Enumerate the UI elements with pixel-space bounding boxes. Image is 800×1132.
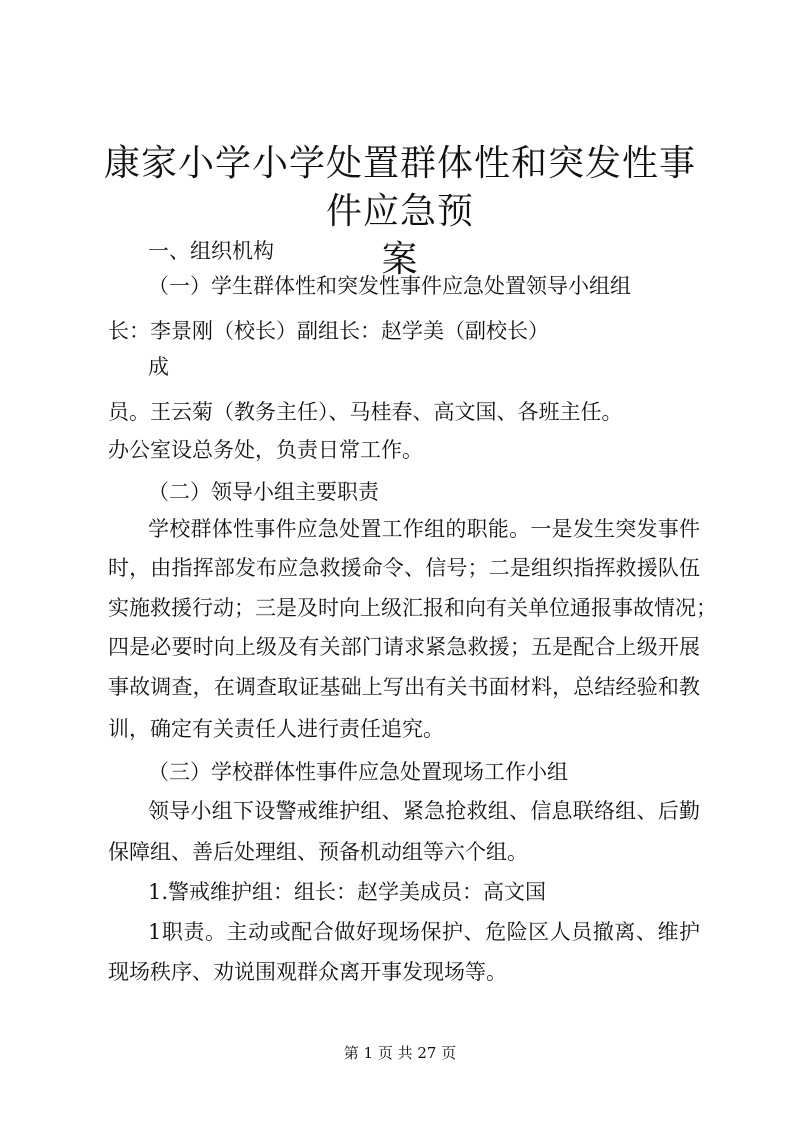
- heading-leading-group: （一）学生群体性和突发性事件应急处置领导小组组: [148, 274, 631, 298]
- heading-org-structure: 一、组织机构: [148, 239, 274, 263]
- members-label: 成: [148, 355, 169, 379]
- paragraph-line: 四是必要时向上级及有关部门请求紧急救援；五是配合上级开展: [108, 635, 700, 659]
- paragraph-line: 学校群体性事件应急处置工作组的职能。一是发生突发事件: [148, 517, 700, 541]
- leader-names: 长：李景刚（校长）副组长：赵学美（副校长）: [108, 319, 549, 343]
- paragraph-line: 保障组、善后处理组、预备机动组等六个组。: [108, 840, 528, 864]
- heading-field-group: （三）学校群体性事件应急处置现场工作小组: [148, 760, 568, 784]
- guard-group-line: 1.警戒维护组：组长：赵学美成员：高文国: [148, 880, 547, 904]
- page-footer: 第 1 页 共 27 页: [343, 1044, 457, 1062]
- paragraph-line: 事故调查，在调查取证基础上写出有关书面材料，总结经验和教: [108, 675, 700, 699]
- members-list: 员。王云菊（教务主任）、马桂春、高文国、各班主任。: [108, 400, 623, 424]
- paragraph-line: 1职责。主动或配合做好现场保护、危险区人员撤离、维护: [148, 920, 700, 944]
- paragraph-line: 实施救援行动；三是及时向上级汇报和向有关单位通报事故情况；: [108, 596, 717, 620]
- title-line-1: 康家小学小学处置群体性和突发性事件应急预: [103, 143, 696, 232]
- office-note: 办公室设总务处，负责日常工作。: [108, 438, 423, 462]
- paragraph-line: 领导小组下设警戒维护组、紧急抢救组、信息联络组、后勤: [148, 799, 700, 823]
- paragraph-line: 时，由指挥部发布应急救援命令、信号；二是组织指挥救援队伍: [108, 556, 700, 580]
- paragraph-line: 训，确定有关责任人进行责任追究。: [108, 717, 444, 741]
- paragraph-line: 现场秩序、劝说围观群众离开事发现场等。: [108, 960, 507, 984]
- title-line-2: 案: [381, 239, 419, 280]
- heading-responsibilities: （二）领导小组主要职责: [148, 480, 379, 504]
